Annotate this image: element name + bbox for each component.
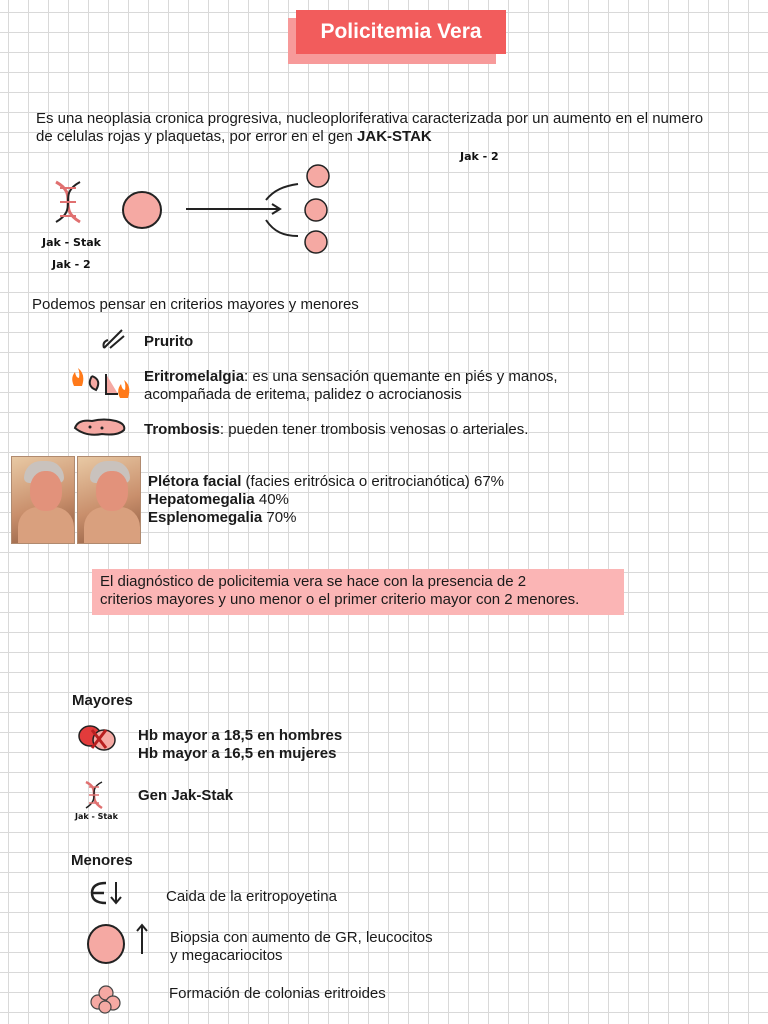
menor-biopsia-line-1: Biopsia con aumento de GR, leucocitos [170,929,433,946]
intro-paragraph [36,110,716,146]
finding-bold: Plétora facial [148,473,242,490]
diagnosis-line-1: El diagnóstico de policitemia vera se hace con la presencia de 2 [100,573,527,590]
symptom-bold: Prurito [144,333,194,350]
symptom-text-2: acompañada de eritema, palidez o acrocianosis [144,386,462,403]
dna-icon [56,182,80,222]
findings-list [148,473,504,527]
menor-biopsia-line-2: y megacariocitos [170,947,283,964]
finding-esplenomegalia [148,509,504,527]
gene-note: Jak - 2 [460,150,499,163]
finding-text: 40% [254,491,289,508]
itch-hand-icon [100,326,128,352]
diagnosis-box [92,569,624,615]
finding-hepatomegalia [148,491,504,509]
finding-bold: Esplenomegalia [148,509,263,526]
mayores-heading: Mayores [72,692,133,709]
dna-icon-label: Jak - Stak [75,812,118,821]
intro-text: Es una neoplasia cronica progresiva, nucleoploriferativa caracterizada por un aumento en el numero de celulas rojas y plaquetas, por error en el gen [36,110,704,145]
mayor-hb-hombres: Hb mayor a 18,5 en hombres [138,727,343,744]
symptom-eritromelalgia [144,368,624,404]
red-cell-up-icon [86,920,156,968]
menor-item-colonias: Formación de colonias eritroides [169,985,386,1002]
finding-text: 70% [262,509,297,526]
criteria-intro: Podemos pensar en criterios mayores y menores [32,296,359,313]
epo-down-icon [88,878,128,908]
finding-pletora [148,473,504,491]
mayor-hb-mujeres: Hb mayor a 16,5 en mujeres [138,745,337,762]
symptom-text: : es una sensación quemante en piés y manos, [244,368,558,385]
proliferation-diagram [40,160,360,270]
blood-cells-icon [76,722,120,754]
dna-icon [82,780,106,810]
menor-item-biopsia [170,929,433,965]
dna-label-1: Jak - Stak [42,236,101,249]
page-title: Policitemia Vera [296,10,506,54]
finding-text: (facies eritrósica o eritrocianótica) 67% [241,473,504,490]
symptom-bold: Eritromelalgia [144,368,245,385]
symptom-text: : pueden tener trombosis venosas o arteriales. [219,421,529,438]
symptom-trombosis [144,421,528,439]
finding-bold: Hepatomegalia [148,491,255,508]
menor-item-epo: Caida de la eritropoyetina [166,888,337,905]
symptom-bold: Trombosis [144,421,220,438]
intro-gene: JAK-STAK [357,128,432,145]
menores-heading: Menores [71,852,133,869]
red-cell-icon [307,165,329,187]
mayor-item-hb [138,727,342,763]
symptom-prurito [144,333,193,351]
red-cell-icon [123,192,161,228]
branch-arrow-icon [266,220,298,236]
red-cell-icon [305,231,327,253]
blood-clot-icon [72,416,128,438]
cell-colony-icon [88,982,124,1014]
dna-label-2: Jak - 2 [52,258,91,271]
red-cell-icon [305,199,327,221]
diagnosis-line-2: criterios mayores y uno menor o el primer criterio mayor con 2 menores. [100,591,580,608]
patient-photo-1 [11,456,75,544]
burning-hands-feet-icon [66,366,130,402]
branch-arrow-icon [266,184,298,200]
mayor-item-gen: Gen Jak-Stak [138,787,234,804]
patient-photo-2 [77,456,141,544]
